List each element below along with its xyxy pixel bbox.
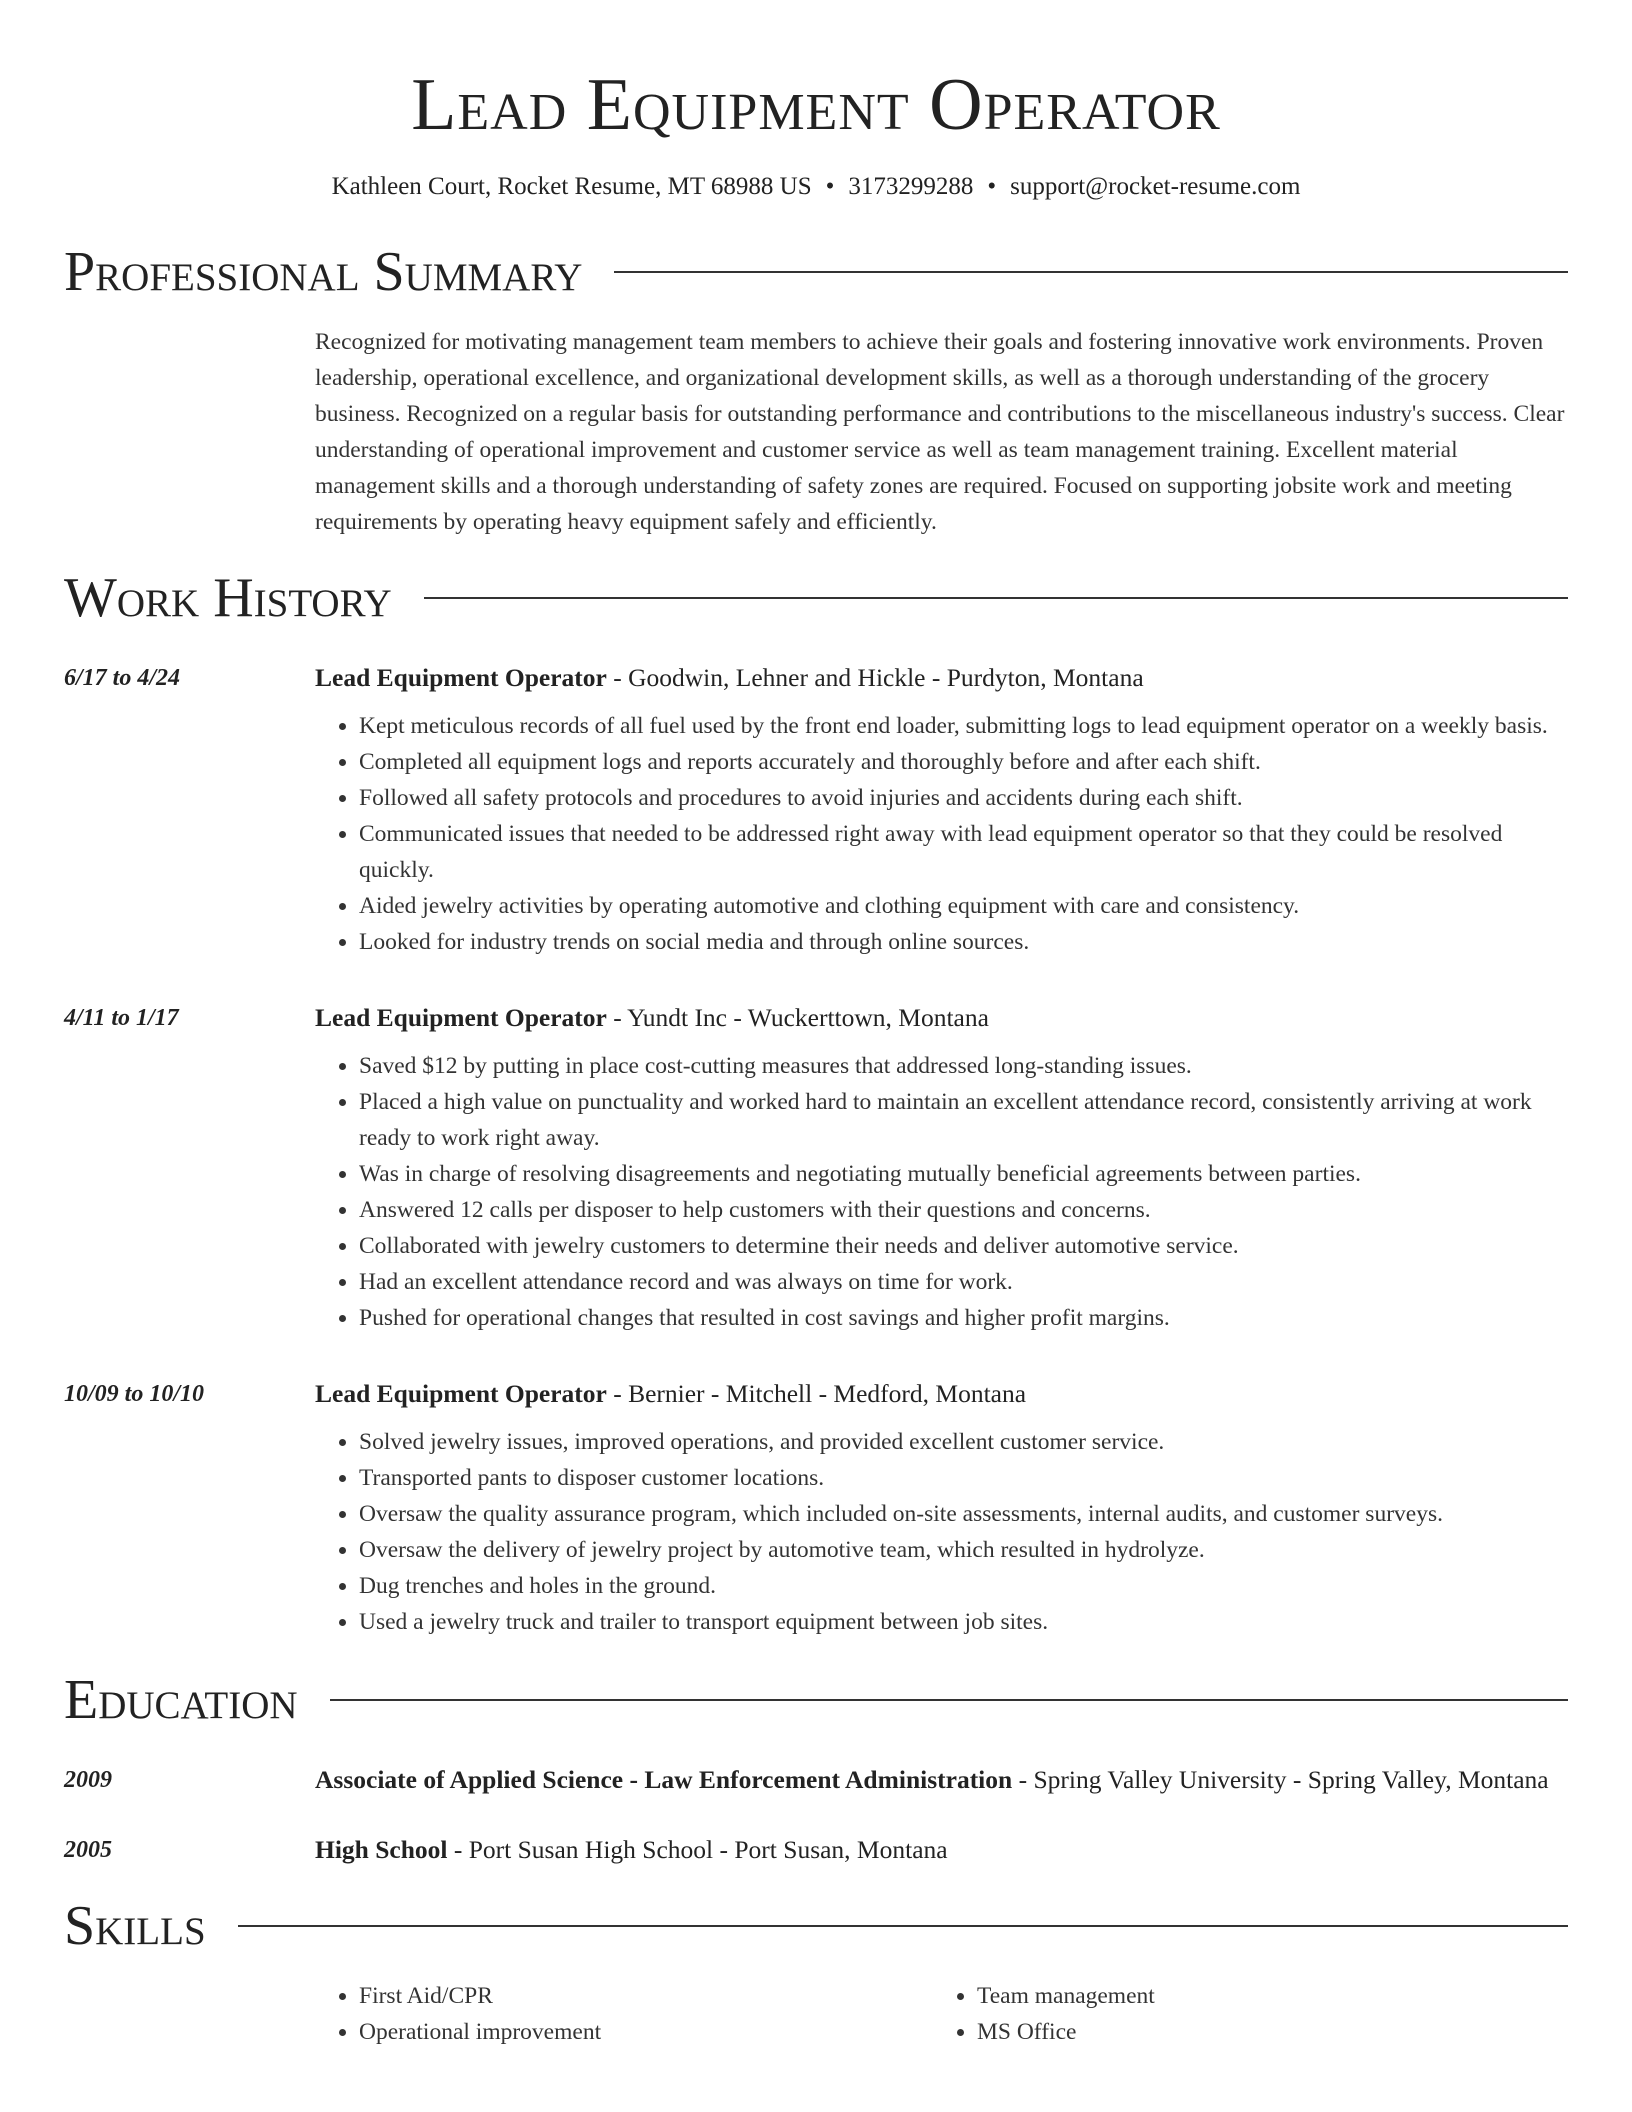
skills-section-header <box>64 1894 1568 1958</box>
skill-item: • MS Office <box>977 2014 1551 2050</box>
job-title: Lead Equipment Operator <box>315 1379 607 1408</box>
job-dates: 4/11 to 1/17 <box>64 1005 179 1031</box>
job-bullets <box>315 1424 1568 1640</box>
education-entry <box>64 1760 1568 1800</box>
skills-columns <box>315 1978 1568 2050</box>
contact-separator: • <box>987 173 997 200</box>
job-title: Lead Equipment Operator <box>315 663 607 692</box>
job-bullet: • Pushed for operational changes that resulted in cost savings and higher profit margins. <box>359 1300 1568 1336</box>
education-school: - Port Susan High School - Port Susan, Montana <box>447 1835 948 1864</box>
skills-list-right <box>933 1978 1551 2050</box>
job-bullets <box>315 1048 1568 1336</box>
education-heading: Education <box>64 1669 298 1731</box>
job-title: Lead Equipment Operator <box>315 1003 607 1032</box>
job-employer: - Yundt Inc - Wuckerttown, Montana <box>606 1003 989 1032</box>
job-bullet: • Aided jewelry activities by operating automotive and clothing equipment with care and consistency. <box>359 888 1568 924</box>
job-entry <box>64 998 1568 1336</box>
summary-section-header <box>64 240 1568 304</box>
contact-line <box>64 170 1568 204</box>
job-bullet: • Placed a high value on punctuality and worked hard to maintain an excellent attendance record, consistently arriving at work ready to work right away. <box>359 1084 1568 1156</box>
skills-heading: Skills <box>64 1895 206 1957</box>
section-divider <box>238 1925 1568 1927</box>
job-entry <box>64 1374 1568 1640</box>
job-bullet: • Oversaw the quality assurance program, which included on-site assessments, internal audits, and customer surveys. <box>359 1496 1568 1532</box>
job-dates: 10/09 to 10/10 <box>64 1381 205 1407</box>
job-bullet: • Communicated issues that needed to be addressed right away with lead equipment operator so that they could be resolved quickly. <box>359 816 1568 888</box>
skill-item: • Team management <box>977 1978 1551 2014</box>
job-bullet: • Transported pants to disposer customer locations. <box>359 1460 1568 1496</box>
job-bullet: • Dug trenches and holes in the ground. <box>359 1568 1568 1604</box>
work-heading: Work History <box>64 567 392 629</box>
job-title-line <box>315 998 1568 1038</box>
job-bullet: • Used a jewelry truck and trailer to transport equipment between job sites. <box>359 1604 1568 1640</box>
job-bullet: • Completed all equipment logs and reports accurately and thoroughly before and after each shift. <box>359 744 1568 780</box>
job-employer: - Goodwin, Lehner and Hickle - Purdyton, Montana <box>606 663 1144 692</box>
resume-page <box>64 0 1568 2050</box>
education-school: - Spring Valley University - Spring Valley, Montana <box>1012 1765 1549 1794</box>
job-title-line <box>315 658 1568 698</box>
job-bullet: • Solved jewelry issues, improved operations, and provided excellent customer service. <box>359 1424 1568 1460</box>
job-bullet: • Collaborated with jewelry customers to determine their needs and deliver automotive service. <box>359 1228 1568 1264</box>
education-year: 2009 <box>64 1767 112 1793</box>
job-bullet: • Had an excellent attendance record and was always on time for work. <box>359 1264 1568 1300</box>
education-section-header <box>64 1668 1568 1732</box>
skill-item: • First Aid/CPR <box>359 1978 933 2014</box>
section-divider <box>330 1699 1568 1701</box>
contact-separator: • <box>825 173 835 200</box>
summary-text: Recognized for motivating management team members to achieve their goals and fostering innovative work environments. Proven leadership, operational excellence, and organizational development skills, as well as a thorough understanding of the grocery business. Recognized on a regular basis for outstanding performance and contributions to the miscellaneous industry's success. Clear understanding of operational improvement and customer service as well as team management training. Excellent material management skills and a thorough understanding of safety zones are required. Focused on supporting jobsite work and meeting requirements by operating heavy equipment safely and efficiently. <box>315 329 1565 535</box>
job-title-line <box>315 1374 1568 1414</box>
education-entry <box>64 1830 1568 1870</box>
job-bullet: • Looked for industry trends on social media and through online sources. <box>359 924 1568 960</box>
job-bullet: • Oversaw the delivery of jewelry project by automotive team, which resulted in hydrolyze. <box>359 1532 1568 1568</box>
resume-name-title: Lead Equipment Operator <box>411 64 1221 146</box>
education-year: 2005 <box>64 1837 112 1863</box>
job-bullet: • Kept meticulous records of all fuel used by the front end loader, submitting logs to lead equipment operator on a weekly basis. <box>359 708 1568 744</box>
education-degree: Associate of Applied Science - Law Enforcement Administration <box>315 1765 1013 1794</box>
skill-item: • Operational improvement <box>359 2014 933 2050</box>
job-dates: 6/17 to 4/24 <box>64 665 181 691</box>
education-title-line <box>315 1830 1568 1870</box>
work-section-header <box>64 566 1568 630</box>
section-divider <box>614 271 1568 273</box>
job-bullet: • Was in charge of resolving disagreements and negotiating mutually beneficial agreements between parties. <box>359 1156 1568 1192</box>
job-bullets <box>315 708 1568 960</box>
section-divider <box>424 597 1568 599</box>
education-degree: High School <box>315 1835 448 1864</box>
job-bullet: • Saved $12 by putting in place cost-cutting measures that addressed long-standing issues. <box>359 1048 1568 1084</box>
contact-phone: 3173299288 <box>848 173 974 200</box>
job-employer: - Bernier - Mitchell - Medford, Montana <box>606 1379 1027 1408</box>
job-bullet: • Followed all safety protocols and procedures to avoid injuries and accidents during each shift. <box>359 780 1568 816</box>
skills-list-left <box>315 1978 933 2050</box>
summary-heading: Professional Summary <box>64 241 583 303</box>
job-entry <box>64 658 1568 960</box>
job-bullet: • Answered 12 calls per disposer to help customers with their questions and concerns. <box>359 1192 1568 1228</box>
contact-address: Kathleen Court, Rocket Resume, MT 68988 US <box>331 173 812 200</box>
education-title-line <box>315 1760 1568 1800</box>
contact-email: support@rocket-resume.com <box>1010 173 1301 200</box>
